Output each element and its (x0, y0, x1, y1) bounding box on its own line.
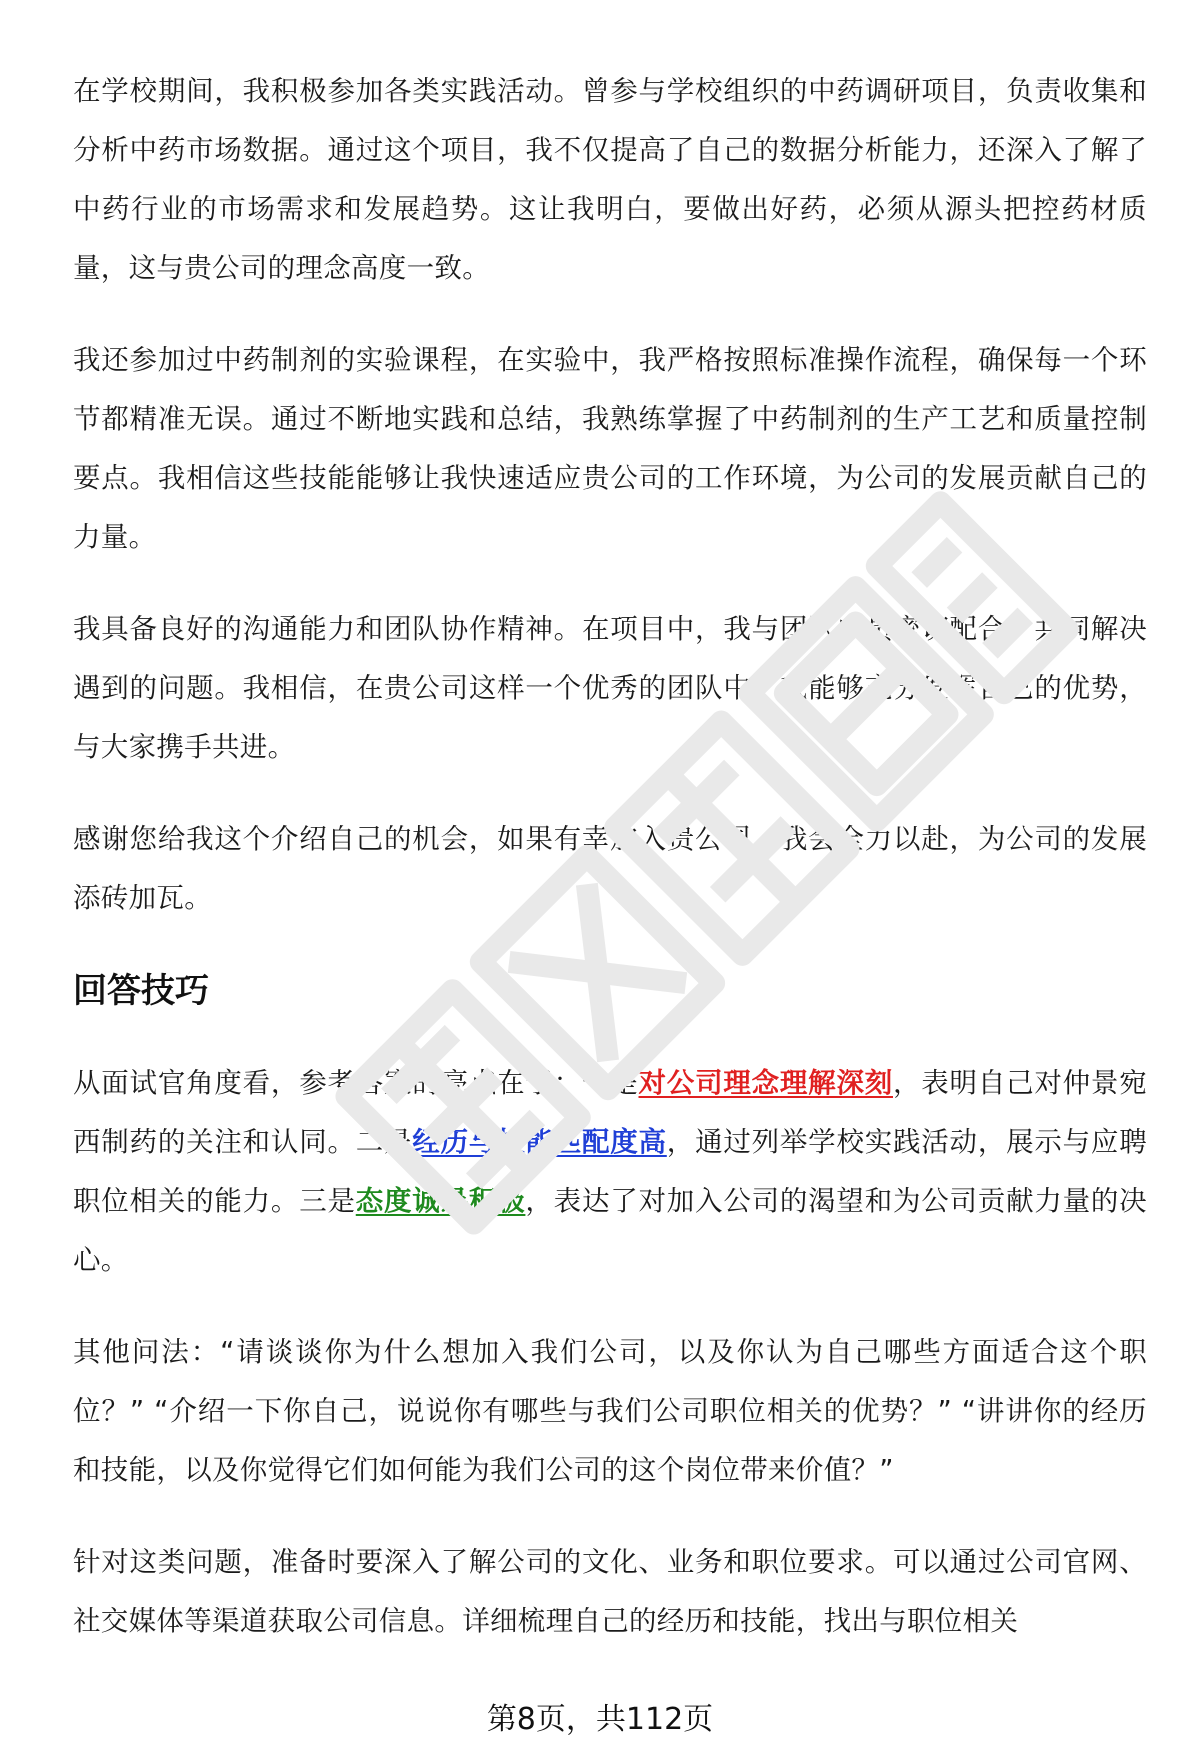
tips-text: ，表达了对加入公司的渴望和为公司贡献力量的决心。 (73, 1185, 1147, 1276)
body-paragraph: 在学校期间，我积极参加各类实践活动。曾参与学校组织的中药调研项目，负责收集和分析中药市场数据。通过这个项目，我不仅提高了自己的数据分析能力，还深入了解了中药行业的市场需求和发展趋势。这让我明白，要做出好药，必须从源头把控药材质量，这与贵公司的理念高度一致。 (73, 75, 1147, 284)
body-paragraph: 我具备良好的沟通能力和团队协作精神。在项目中，我与团队成员密切配合，共同解决遇到的问题。我相信，在贵公司这样一个优秀的团队中，我能够充分发挥自己的优势，与大家携手共进。 (73, 613, 1147, 763)
tips-paragraph (73, 1054, 1147, 1290)
highlight-attitude: 态度诚恳积极 (355, 1185, 526, 1217)
tips-text: 从面试官角度看，参考答案的亮点在于：一是 (73, 1067, 639, 1099)
page-content (73, 62, 1147, 1684)
tips-text: ，表明自己对仲景宛西制药的关注和认同。二是 (73, 1067, 1148, 1158)
body-paragraph: 感谢您给我这个介绍自己的机会，如果有幸加入贵公司，我会全力以赴，为公司的发展添砖加瓦。 (73, 823, 1147, 914)
other-questions-paragraph: 其他问法：“请谈谈你为什么想加入我们公司，以及你认为自己哪些方面适合这个职位？” “介绍一下你自己，说说你有哪些与我们公司职位相关的优势？” “讲讲你的经历和技能，以及你觉得它们如何能为我们公司的这个岗位带来价值？” (73, 1336, 1147, 1486)
preparation-paragraph: 针对这类问题，准备时要深入了解公司的文化、业务和职位要求。可以通过公司官网、社交媒体等渠道获取公司信息。详细梳理自己的经历和技能，找出与职位相关 (73, 1546, 1147, 1637)
body-paragraph: 我还参加过中药制剂的实验课程，在实验中，我严格按照标准操作流程，确保每一个环节都精准无误。通过不断地实践和总结，我熟练掌握了中药制剂的生产工艺和质量控制要点。我相信这些技能能够让我快速适应贵公司的工作环境，为公司的发展贡献自己的力量。 (73, 344, 1147, 553)
highlight-skill-match: 经历与技能匹配度高 (412, 1126, 667, 1158)
highlight-company-philosophy: 对公司理念理解深刻 (638, 1067, 893, 1099)
tips-text: ，通过列举学校实践活动，展示与应聘职位相关的能力。三是 (73, 1126, 1147, 1217)
section-heading: 回答技巧 (73, 971, 209, 1011)
page-footer: 第8页，共112页 (486, 1702, 714, 1737)
